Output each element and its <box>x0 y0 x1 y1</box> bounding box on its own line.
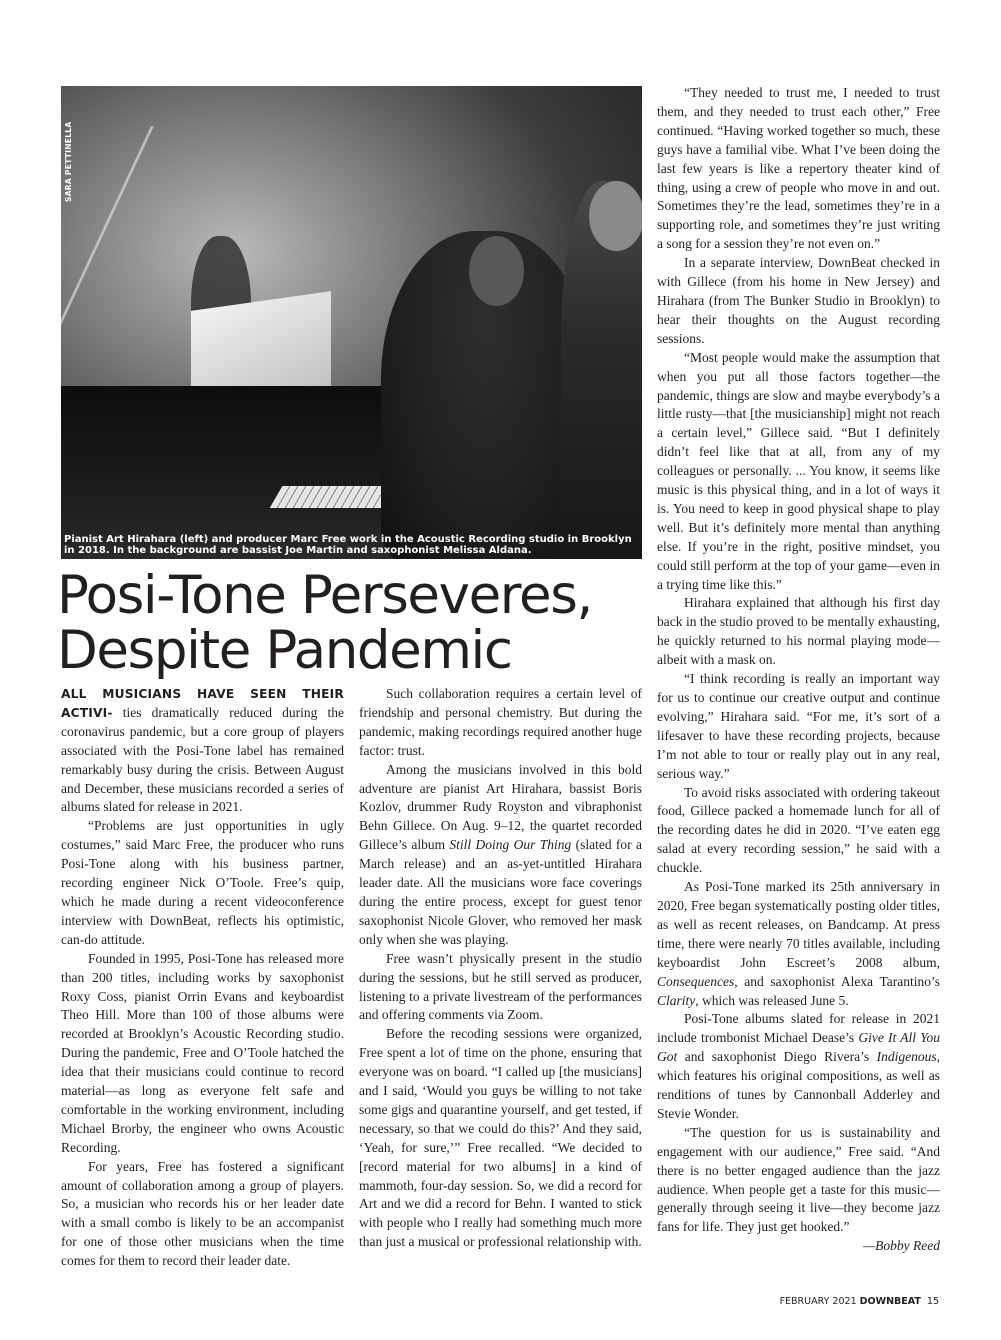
paragraph-1 <box>61 685 344 817</box>
album-title-indigenous: Indigenous <box>876 1049 937 1065</box>
headline-line-1: Posi-Tone Perseveres, <box>57 565 592 626</box>
paragraph-6 <box>359 761 642 950</box>
headline-line-2: Despite Pandemic <box>57 620 512 681</box>
page-number: 15 <box>926 1296 939 1307</box>
column-3 <box>657 84 940 1256</box>
paragraph-7: Free wasn’t physically present in the studio during the sessions, but he still served as producer, listening to a private livestream of the performances and offering comments via Zoom. <box>359 950 642 1023</box>
paragraph-16-text-b: and saxophonist Diego Rivera’s <box>677 1049 877 1065</box>
paragraph-5: Such collaboration requires a certain level of friendship and personal chemistry. But during the pandemic, making recordings required another huge factor: trust. <box>359 686 642 758</box>
pianist-head <box>469 236 524 306</box>
magazine-name: DOWNBEAT <box>859 1296 921 1307</box>
photo-credit: SARA PETTINELLA <box>64 121 73 202</box>
paragraph-6-text-b: (slated for a March release) and an as-yet-untitled Hirahara leader date. All the musicians wore face coverings during the entire process, except for guest tenor saxophonist Nicole Glover, who removed her mask only when she was playing. <box>359 837 642 947</box>
paragraph-2: “Problems are just opportunities in ugly costumes,” said Marc Free, the producer who runs Posi-Tone along with his business partner, recording engineer Nick O’Toole. Free’s quip, which he made during a recent videoconference interview with DownBeat, reflects his optimistic, can-do attitude. <box>61 818 344 947</box>
album-title-still-doing-our-thing: Still Doing Our Thing <box>449 837 572 853</box>
column-2 <box>359 685 642 1252</box>
paragraph-1-text: ties dramatically reduced during the coronavirus pandemic, but a core group of players associated with the Posi-Tone label has remained remarkably busy during the crisis. Between August and December, these musicians recorded a series of albums slated for release in 2021. <box>61 704 344 815</box>
paragraph-14: To avoid risks associated with ordering takeout food, Gillece packed a homemade lunch for all of the recording dates he did in 2020. “I’ve eaten egg salad at every recording session,” he said with a chuckle. <box>657 784 940 876</box>
issue-date: FEBRUARY 2021 <box>779 1296 857 1307</box>
lead-in-caps: ALL MUSICIANS HAVE SEEN THEIR ACTIVI- <box>61 687 344 720</box>
paragraph-15 <box>657 878 940 1010</box>
producer-head <box>589 181 642 251</box>
paragraph-17: “The question for us is sustainability and engagement with our audience,” Free said. “And there is no better engaged audience than the jazz audience. When people get a taste for this music—generally through seeing it live—they become jazz fans for life. They just get hooked.” <box>657 1124 940 1235</box>
headline <box>57 565 657 681</box>
column-1 <box>61 685 344 1271</box>
paragraph-4: For years, Free has fostered a significant amount of collaboration among a group of players. So, a musician who records his or her leader date with a small combo is likely to be an accompanist for one of those other musicians when the time comes for them to record their leader date. <box>61 1158 344 1269</box>
article-photo <box>61 86 642 559</box>
page-footer <box>780 1296 939 1307</box>
album-title-clarity: Clarity <box>657 992 696 1008</box>
paragraph-6-text-a: Among the musicians involved in this bold adventure are pianist Art Hirahara, bassist Boris Kozlov, drummer Rudy Royston and vibraphonist Behn Gillece. On Aug. 9–12, the quartet recorded Gillece’s album <box>359 761 642 853</box>
paragraph-16-text-c: , which features his original compositions, as well as renditions of tunes by Cannonball Adderley and Stevie Wonder. <box>657 1049 940 1121</box>
paragraph-15-text-c: , which was released June 5. <box>695 992 849 1008</box>
album-title-consequences: Consequences <box>657 973 735 989</box>
paragraph-16 <box>657 1010 940 1123</box>
paragraph-12: Hirahara explained that although his first day back in the studio proved to be mentally exhausting, he quickly returned to his normal playing mode—albeit with a mask on. <box>657 595 940 668</box>
paragraph-9: “They needed to trust me, I needed to trust them, and they needed to trust each other,” Free continued. “Having worked together so much, these guys have a familial vibe. What I’ve been doing the last few years is like a repertory theater kind of thing, using a crew of people who move in and out. Sometimes they’re the lead, sometimes they’re in a supporting role, and sometimes they’re just writing a song for a session they’re not even on.” <box>657 85 940 252</box>
byline: —Bobby Reed <box>863 1238 940 1254</box>
paragraph-15-text-b: , and saxophonist Alexa Tarantino’s <box>734 973 940 989</box>
album-title-give-it-all-you-got: Give It All You Got <box>657 1030 940 1065</box>
photo-caption: Pianist Art Hirahara (left) and producer Marc Free work in the Acoustic Recording studio in Brooklyn in 2018. In the background are bassist Joe Martin and saxophonist Melissa Aldana. <box>64 534 632 556</box>
paragraph-13: “I think recording is really an important way for us to continue our creative output and continue evolving,” Hirahara said. “For me, it’s sort of a lifesaver to have these recording projects, because I’m not able to tour or really play out in any real, serious way.” <box>657 671 940 781</box>
paragraph-10: In a separate interview, DownBeat checked in with Gillece (from his home in New Jersey) and Hirahara (from The Bunker Studio in Brooklyn) to hear their thoughts on the August recording sessions. <box>657 255 940 346</box>
paragraph-8: Before the recoding sessions were organized, Free spent a lot of time on the phone, ensuring that everyone was on board. “I called up [the musicians] and I said, ‘Would you guys be willing to not take some gigs and quarantine yourself, and get tested, if necessary, so that we could do this?’ And they said, ‘Yeah, for sure,’” Free recalled. “We decided to [record material for two albums] in a kind of mammoth, four-day session. So, we did a record for Art and we did a record for Behn. I wanted to stick with people who I really had something much more than just a musical or professional relationship with. <box>359 1026 642 1250</box>
paragraph-15-text-a: As Posi-Tone marked its 25th anniversary in 2020, Free began systematically posting older titles, as well as recent releases, on Bandcamp. At press time, there were nearly 70 titles available, including keyboardist John Escreet’s 2008 album, <box>657 879 940 970</box>
paragraph-11: “Most people would make the assumption that when you put all those factors together—the pandemic, things are slow and maybe everybody’s a little rusty—that [the musicianship] might not reach a certain level,” Gillece said. “But I definitely didn’t feel like that at all, from any of my colleagues or personally. ... You know, it seems like music is this physical thing, and in a lot of ways it is. You need to keep in good physical shape to play well. But it’s definitely more mental than anything else. If you’re in the right, positive mindset, you could still perform at the top of your game—even in a trying time like this.” <box>657 349 940 592</box>
paragraph-16-text-a: Posi-Tone albums slated for release in 2021 include trombonist Michael Dease’s <box>657 1011 940 1046</box>
paragraph-3: Founded in 1995, Posi-Tone has released more than 200 titles, including works by saxophonist Roxy Coss, pianist Orrin Evans and keyboardist Theo Hill. More than 100 of those albums were recorded at Brooklyn’s Acoustic Recording studio. During the pandemic, Free and O’Toole hatched the idea that their musicians could continue to record material—as long as everyone felt safe and comfortable in the working environment, including Michael Brorby, the engineer who owns Acoustic Recording. <box>61 950 344 1155</box>
